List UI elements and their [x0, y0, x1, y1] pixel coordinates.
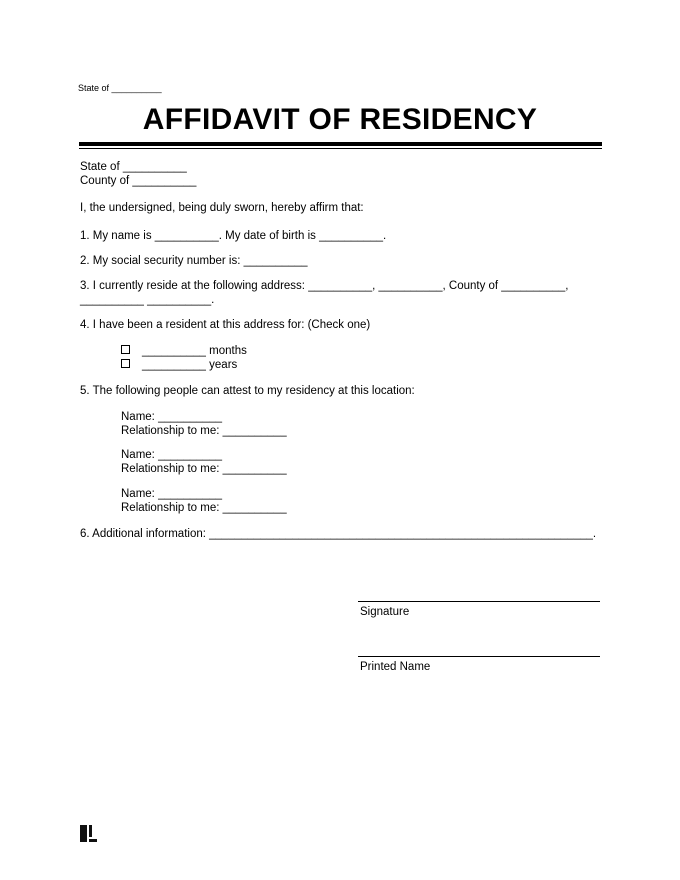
item-5-attestants: 5. The following people can attest to my residency at this location: [80, 385, 415, 397]
attestant-3-relationship: Relationship to me: __________ [121, 502, 287, 514]
intro-statement: I, the undersigned, being duly sworn, hereby affirm that: [80, 202, 364, 214]
attestant-1-relationship: Relationship to me: __________ [121, 425, 287, 437]
title-rule-thin [79, 148, 602, 149]
document-title: AFFIDAVIT OF RESIDENCY [142, 103, 538, 136]
item-3-address-line2: __________ __________. [80, 294, 215, 306]
item-6-additional-info: 6. Additional information: ____________________________________________________________. [80, 528, 597, 540]
venue-county: County of __________ [80, 175, 197, 187]
years-label: __________ years [142, 359, 238, 371]
item-4-residency-duration: 4. I have been a resident at this address for: (Check one) [80, 319, 371, 331]
signature-line[interactable] [358, 601, 600, 602]
attestant-3-name: Name: __________ [121, 488, 223, 500]
months-checkbox[interactable] [121, 345, 130, 354]
item-3-address-line1: 3. I currently reside at the following address: __________, __________, County of __________, [80, 280, 569, 292]
printed-name-line[interactable] [358, 656, 600, 657]
months-label: __________ months [142, 345, 247, 357]
attestant-2-relationship: Relationship to me: __________ [121, 463, 287, 475]
title-rule-thick [79, 142, 602, 146]
option-years[interactable] [121, 358, 237, 372]
document-logo-icon [80, 825, 97, 842]
printed-name-label: Printed Name [360, 661, 431, 673]
attestant-1-name: Name: __________ [121, 411, 223, 423]
item-2-ssn: 2. My social security number is: __________ [80, 255, 308, 267]
years-checkbox[interactable] [121, 359, 130, 368]
option-months[interactable] [121, 344, 247, 358]
signature-label: Signature [360, 606, 410, 618]
attestant-2-name: Name: __________ [121, 449, 223, 461]
header-state-of: State of __________ [78, 83, 162, 93]
venue-state: State of __________ [80, 161, 187, 173]
item-1-name-dob: 1. My name is __________. My date of birth is __________. [80, 230, 387, 242]
